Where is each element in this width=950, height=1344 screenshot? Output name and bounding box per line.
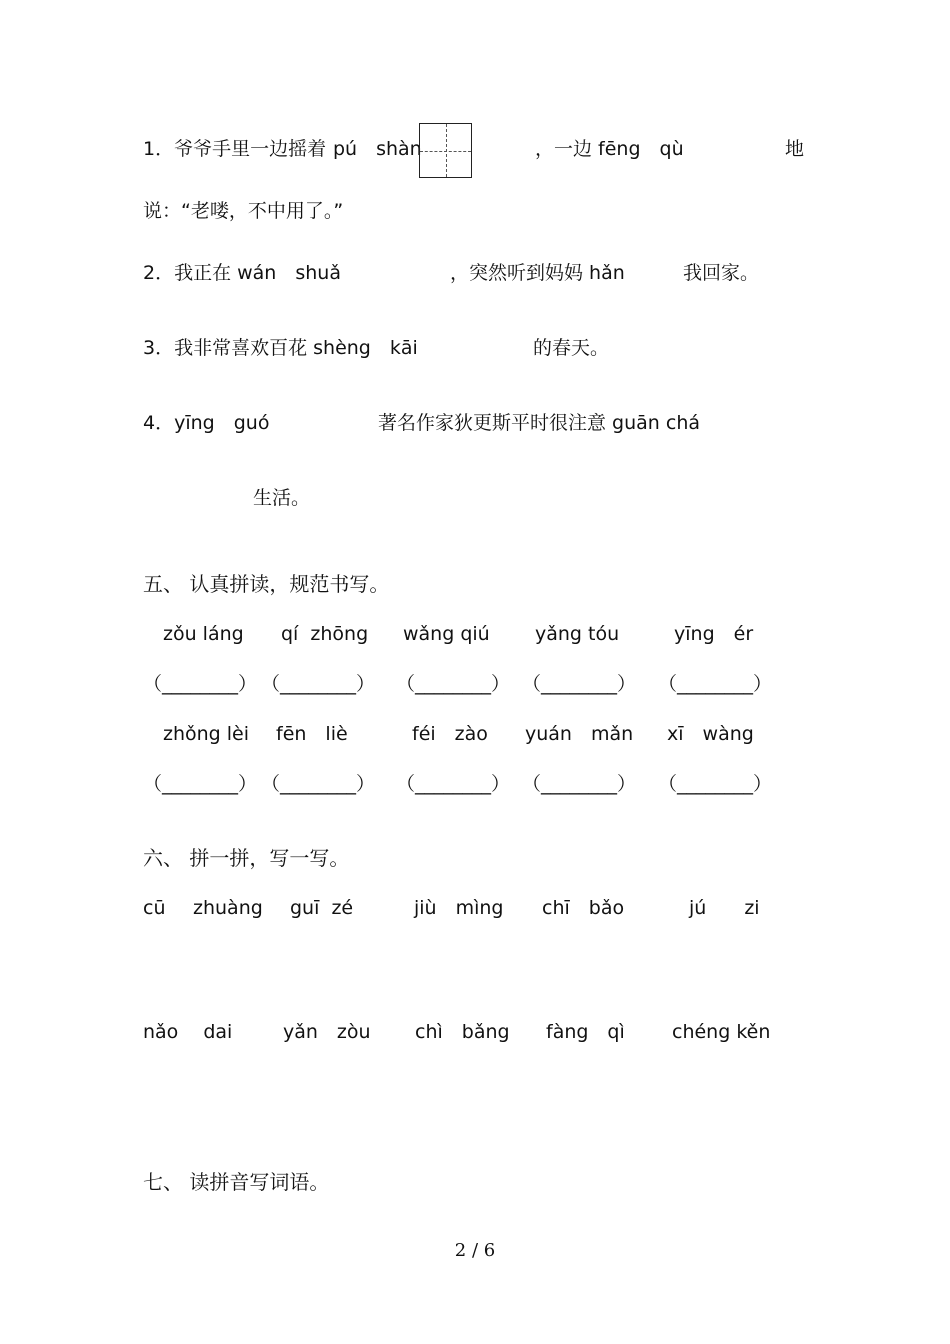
answer-blank[interactable]: （________） xyxy=(143,773,258,795)
q1-line2: 说：“老喽，不中用了。” xyxy=(143,200,344,222)
answer-blank[interactable]: （________） xyxy=(658,673,773,695)
q1-pinyin-pushan: pú shàn xyxy=(333,138,422,160)
pinyin-word: chì bǎng xyxy=(415,1021,510,1043)
q4-middle: 著名作家狄更斯平时很注意 guān chá xyxy=(378,412,700,434)
q2-end: 我回家。 xyxy=(683,262,760,284)
q4-line2: 生活。 xyxy=(253,487,311,509)
q2-prefix: 2．我正在 wán shuǎ xyxy=(143,262,341,284)
pinyin-word: yǎng tóu xyxy=(535,623,620,645)
pinyin-word: xī wàng xyxy=(667,723,754,745)
answer-blank[interactable]: （________） xyxy=(143,673,258,695)
pinyin-word: zǒu láng xyxy=(163,623,244,645)
pinyin-word: guī zé xyxy=(290,897,354,919)
pinyin-word: chī bǎo xyxy=(542,897,625,919)
page-number: 2 / 6 xyxy=(454,1240,496,1261)
tianzige-writing-box[interactable] xyxy=(419,123,472,178)
pinyin-word: fàng qì xyxy=(546,1021,625,1043)
q1-middle: ，一边 fēng qù xyxy=(535,138,684,160)
pinyin-word: zhǒng lèi xyxy=(163,723,250,745)
pinyin-word: zhuàng xyxy=(193,897,263,919)
answer-blank[interactable]: （________） xyxy=(396,673,511,695)
pinyin-word: cū xyxy=(143,897,166,919)
pinyin-word: jiù mìng xyxy=(414,897,504,919)
pinyin-word: jú zi xyxy=(689,897,760,919)
answer-blank[interactable]: （________） xyxy=(658,773,773,795)
pinyin-word: nǎo dai xyxy=(143,1021,233,1043)
answer-blank[interactable]: （________） xyxy=(261,673,376,695)
pinyin-word: fēn liè xyxy=(276,723,348,745)
q4-prefix: 4．yīng guó xyxy=(143,412,270,434)
q3-end: 的春天。 xyxy=(533,337,610,359)
answer-blank[interactable]: （________） xyxy=(261,773,376,795)
answer-blank[interactable]: （________） xyxy=(522,773,637,795)
section6-title: 六、 拼一拼，写一写。 xyxy=(143,846,350,870)
answer-blank[interactable]: （________） xyxy=(522,673,637,695)
pinyin-word: yǎn zòu xyxy=(283,1021,371,1043)
q3-prefix: 3．我非常喜欢百花 shèng kāi xyxy=(143,337,418,359)
pinyin-word: yuán mǎn xyxy=(525,723,634,745)
answer-blank[interactable]: （________） xyxy=(396,773,511,795)
section7-title: 七、 读拼音写词语。 xyxy=(143,1170,330,1194)
pinyin-word: chéng kěn xyxy=(672,1021,771,1043)
section5-title: 五、 认真拼读，规范书写。 xyxy=(143,572,390,596)
pinyin-word: wǎng qiú xyxy=(403,623,490,645)
q1-prefix: 1．爷爷手里一边摇着 xyxy=(143,138,327,160)
q2-middle: ，突然听到妈妈 hǎn xyxy=(450,262,625,284)
q1-end: 地 xyxy=(785,138,805,160)
pinyin-word: féi zào xyxy=(412,723,488,745)
pinyin-word: qí zhōng xyxy=(281,623,369,645)
pinyin-word: yīng ér xyxy=(674,623,754,645)
